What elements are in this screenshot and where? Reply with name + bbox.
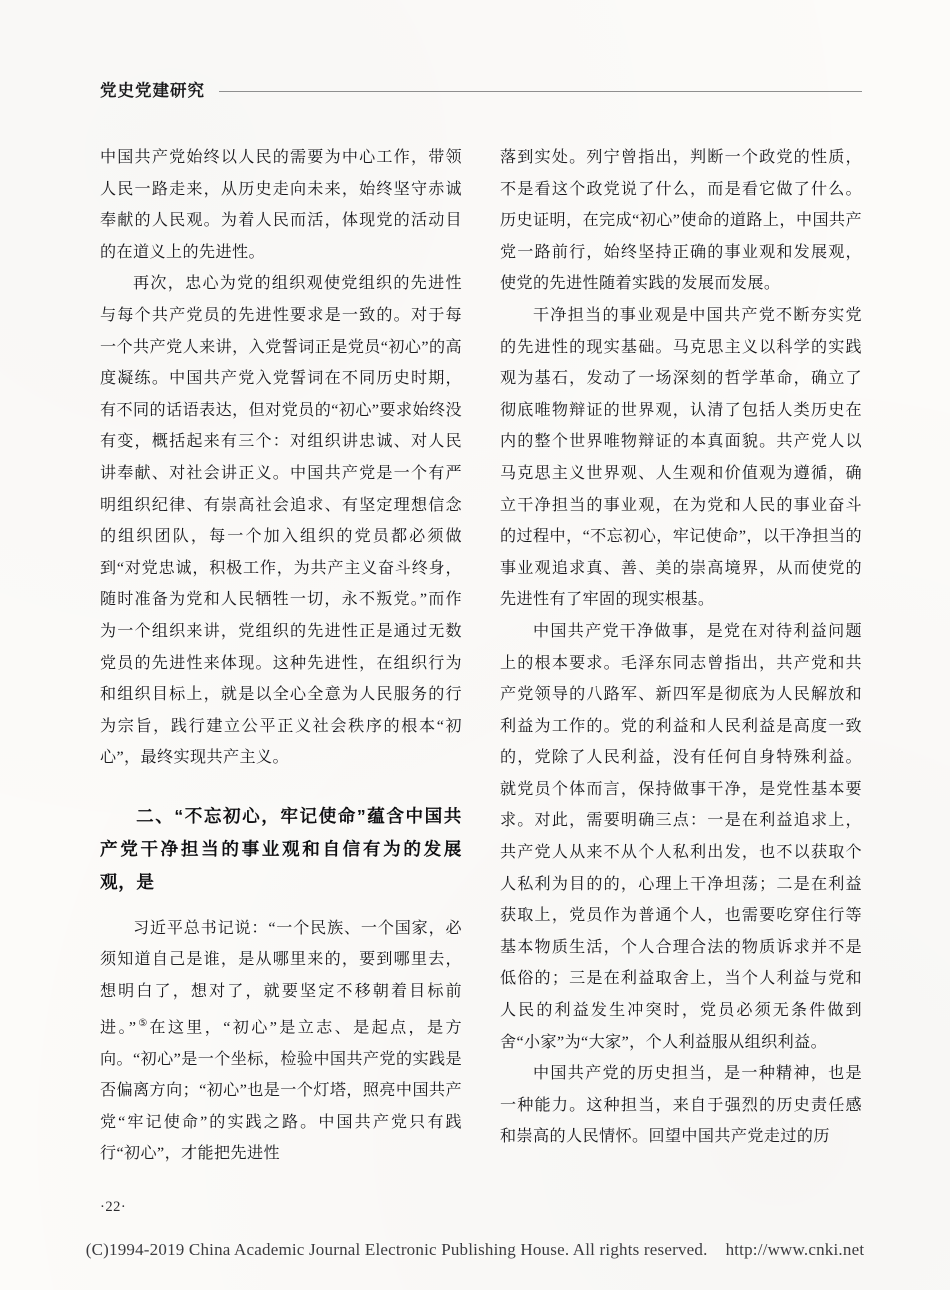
paragraph: 中国共产党的历史担当，是一种精神，也是一种能力。这种担当，来自于强烈的历史责任感和崇高的人民情怀。回望中国共产党走过的历	[500, 1065, 862, 1146]
paragraph: 干净担当的事业观是中国共产党不断夯实党的先进性的现实基础。马克思主义以科学的实践观为基石，发动了一场深刻的哲学革命，确立了彻底唯物辩证的世界观，认清了包括人类历史在内的整个世界唯物辩证的本真面貌。共产党人以马克思主义世界观、人生观和价值观为遵循，确立干净担当的事业观，在为党和人民的事业奋斗的过程中，“不忘初心，牢记使命”，以干净担当的事业观追求真、善、美的崇高境界，从而使党的先进性有了牢固的现实根基。	[500, 306, 862, 609]
journal-section-title: 党史党建研究	[100, 82, 205, 100]
page-number: ·22·	[100, 1199, 127, 1215]
page-header	[100, 74, 862, 104]
header-divider	[219, 91, 862, 92]
paragraph: 再次，忠心为党的组织观使党组织的先进性与每个共产党员的先进性要求是一致的。对于每一个共产党人来讲，入党誓词正是党员“初心”的高度凝练。中国共产党入党誓词在不同历史时期，有不同的话语表达，但对党员的“初心”要求始终没有变，概括起来有三个：对组织讲忠诚、对人民讲奉献、对社会讲正义。中国共产党是一个有严明组织纪律、有崇高社会追求、有坚定理想信念的组织团队，每一个加入组织的党员都必须做到“对党忠诚，积极工作，为共产主义奋斗终身，随时准备为党和人民牺牲一切，永不叛党。”而作为一个组织来讲，党组织的先进性正是通过无数党员的先进性来体现。这种先进性，在组织行为和组织目标上，就是以全心全意为人民服务的行为宗旨，践行建立公平正义社会秩序的根本“初心”，最终实现共产主义。	[100, 275, 462, 767]
paragraph-with-footnote	[100, 913, 462, 1170]
paragraph: 中国共产党干净做事，是党在对待利益问题上的根本要求。毛泽东同志曾指出，共产党和共产党领导的八路军、新四军是彻底为人民解放和利益为工作的。党的利益和人民利益是高度一致的，党除了人民利益，没有任何自身特殊利益。就党员个体而言，保持做事干净，是党性基本要求。对此，需要明确三点：一是在利益追求上，共产党人从来不从个人私利出发，也不以获取个人私利为目的的，心理上干净坦荡；二是在利益获取上，党员作为普通个人，也需要吃穿住行等基本物质生活，个人合理合法的物质诉求并不是低俗的；三是在利益取舍上，当个人利益与党和人民的利益发生冲突时，党员必须无条件做到舍“小家”为“大家”，个人利益服从组织利益。	[500, 622, 862, 1051]
cnki-url: http://www.cnki.net	[725, 1240, 865, 1259]
paragraph: 落到实处。列宁曾指出，判断一个政党的性质，不是看这个政党说了什么，而是看它做了什么。历史证明，在完成“初心”使命的道路上，中国共产党一路前行，始终坚持正确的事业观和发展观，使党的先进性随着实践的发展而发展。	[500, 149, 862, 293]
two-column-body	[100, 142, 862, 1170]
copyright-text: (C)1994-2019 China Academic Journal Electronic Publishing House. All rights reserved.	[85, 1240, 708, 1259]
paragraph-text-before-footnote: 习近平总书记说：“一个民族、一个国家，必须知道自己是谁，是从哪里来的，要到哪里去，想明白了，想对了，就要坚定不移朝着目标前进。”	[100, 919, 462, 1037]
paragraph-text-after-footnote: 在这里，“初心”是立志、是起点，是方向。“初心”是一个坐标，检验中国共产党的实践是否偏离方向；“初心”也是一个灯塔，照亮中国共产党“牢记使命”的实践之路。中国共产党只有践行“初心”，才能把先进性	[100, 1019, 462, 1163]
right-column	[500, 142, 862, 1170]
section-heading: 二、“不忘初心，牢记使命”蕴含中国共产党干净担当的事业观和自信有为的发展观，是	[100, 805, 462, 892]
footnote-marker: ⑤	[136, 1017, 150, 1029]
footer-copyright	[0, 1240, 950, 1260]
paragraph: 中国共产党始终以人民的需要为中心工作，带领人民一路走来，从历史走向未来，始终坚守赤诚奉献的人民观。为着人民而活，体现党的活动目的在道义上的先进性。	[100, 149, 462, 261]
left-column	[100, 142, 462, 1170]
